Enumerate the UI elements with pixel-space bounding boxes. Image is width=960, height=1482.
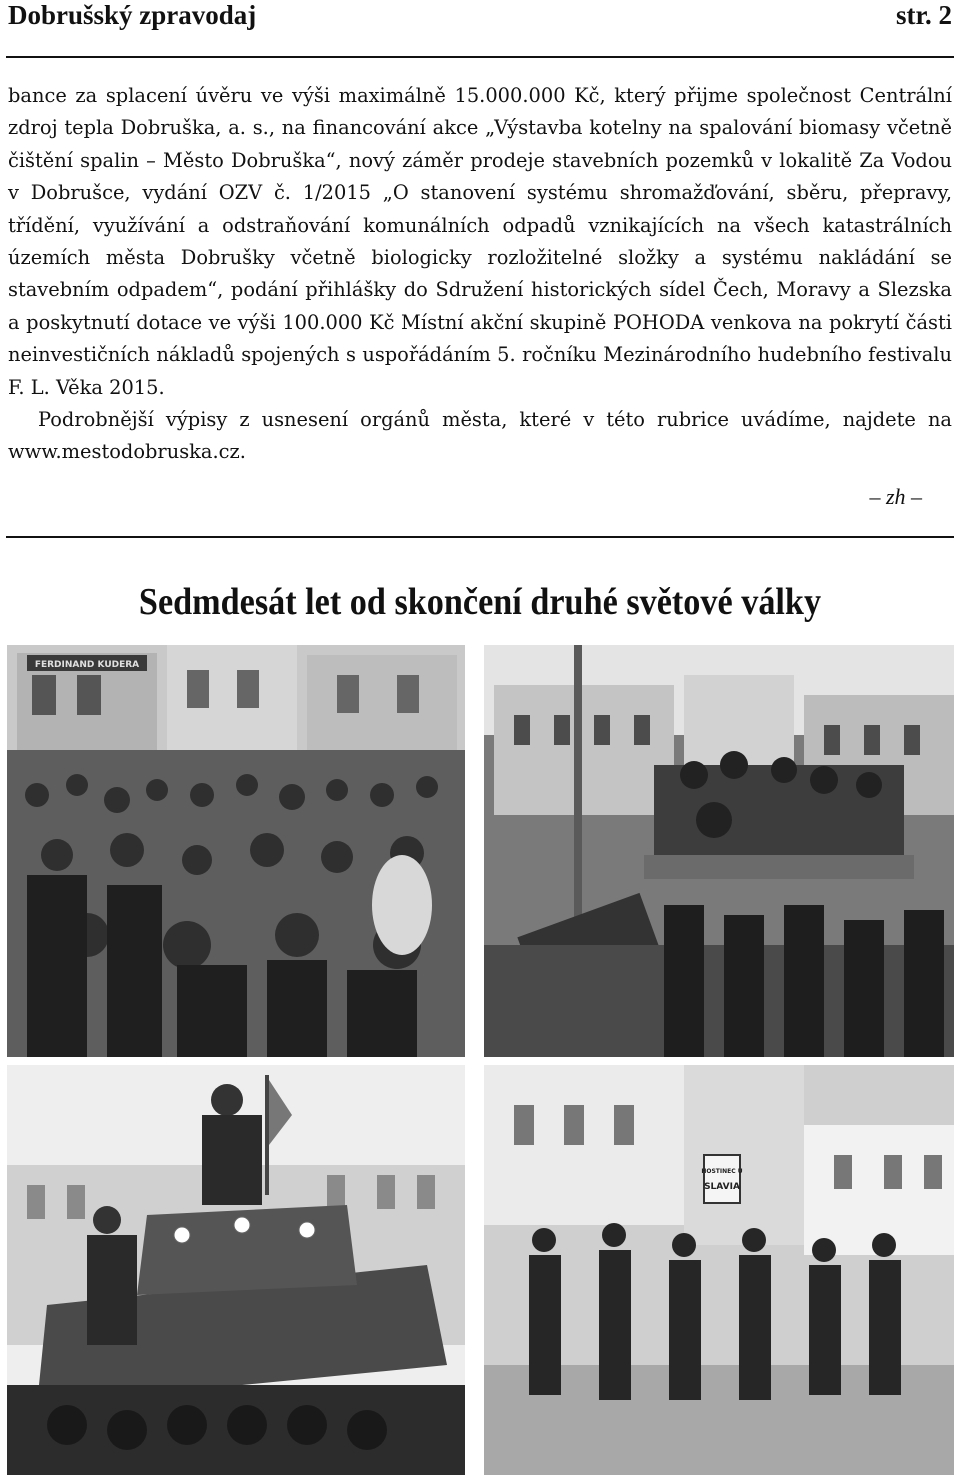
photo-men-marching-in-street: [484, 1065, 954, 1475]
author-signature: – zh –: [869, 484, 922, 509]
article-body: [8, 80, 952, 469]
inn-sign-name: SLAVIA: [704, 1182, 740, 1192]
header-divider: [6, 56, 954, 58]
article-paragraph: Podrobnější výpisy z usnesení orgánů města, které v této rubrice uvádíme, najdete na www.mestodobruska.cz.: [8, 408, 952, 464]
page-number: str. 2: [895, 0, 952, 30]
photo-tank-with-soldiers: [7, 1065, 465, 1475]
inn-sign-text: HOSTINEC U: [701, 1168, 743, 1175]
photo-truck-with-soldiers: [484, 645, 954, 1057]
photo-crowd-in-square: [7, 645, 465, 1057]
section-title: Sedmdesát let od skončení druhé světové války: [138, 581, 822, 623]
newsletter-title: Dobrušský zpravodaj: [8, 0, 257, 30]
shop-sign-text: FERDINAND KUDERA: [34, 660, 140, 670]
section-divider: [6, 536, 954, 538]
article-paragraph: bance za splacení úvěru ve výši maximálně 15.000.000 Kč, který přijme společnost Centrální zdroj tepla Dobruška, a. s., na financování akce „Výstavba kotelny na spalování biomasy včetně čištění spalin – Město Dobruška“, nový záměr prodeje stavebních pozemků v lokalitě Za Vodou v Dobrušce, vydání OZV č. 1/2015 „O stanovení systému shromažďování, sběru, přepravy, třídění, využívání a odstraňování komunálních odpadů vznikajících na všech katastrálních územích města Dobrušky včetně biologicky rozložitelné složky a systému nakládání se stavebním odpadem“, podání přihlášky do Sdružení historických sídel Čech, Moravy a Slezska a poskytnutí dotace ve výši 100.000 Kč Místní akční skupině POHODA venkova na pokrytí části neinvestičních nákladů spojených s uspořádáním 5. ročníku Mezinárodního hudebního festivalu F. L. Věka 2015.: [8, 84, 952, 399]
page-header: [8, 0, 952, 38]
